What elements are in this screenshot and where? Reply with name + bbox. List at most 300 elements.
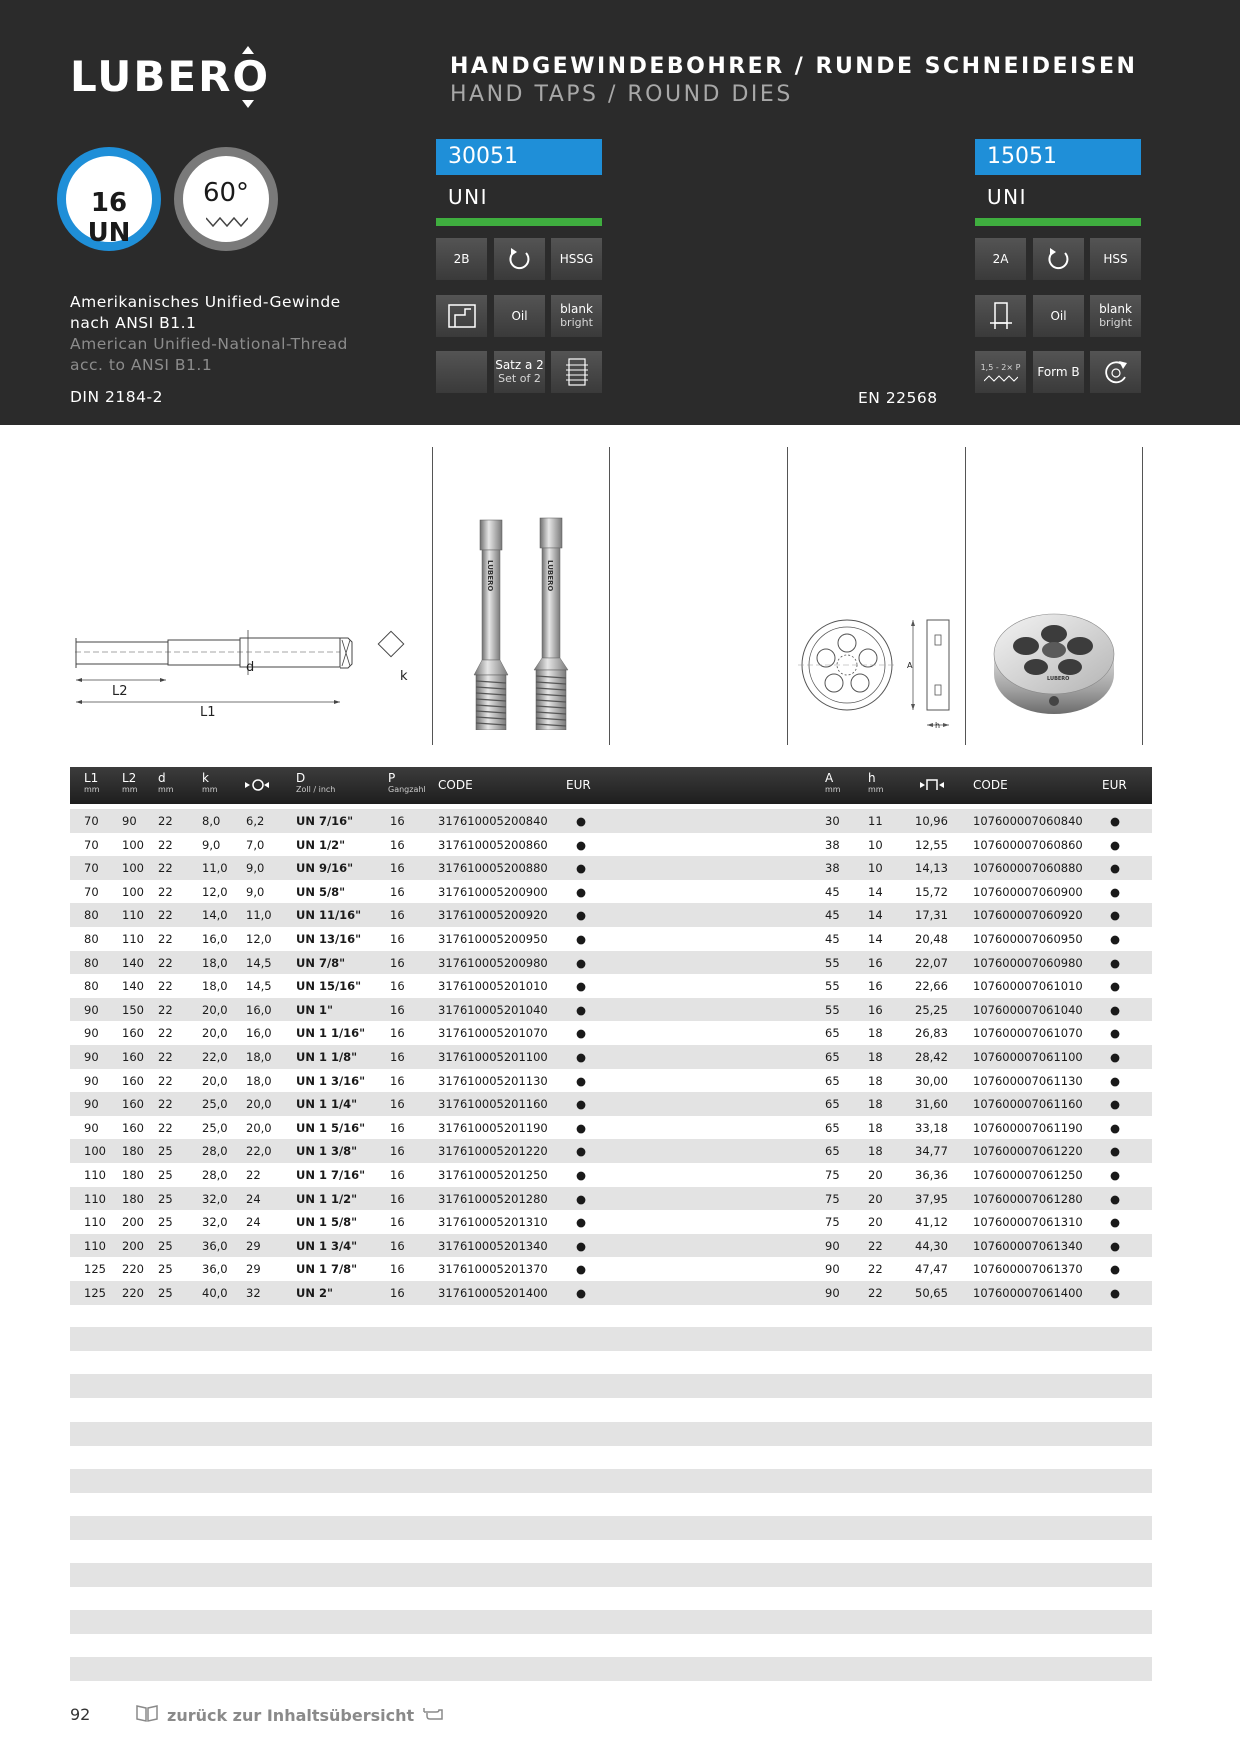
cell-k: 36,0: [202, 1238, 228, 1253]
divider-2: [609, 447, 610, 745]
cell-k: 9,0: [202, 837, 221, 852]
description-de-line2: nach ANSI B1.1: [70, 314, 197, 332]
cell-code-die[interactable]: 107600007060880: [973, 861, 1083, 876]
norm-right: EN 22568: [858, 389, 938, 407]
cell-eur-die: ●: [1110, 908, 1121, 923]
cell-code-die[interactable]: 107600007061190: [973, 1120, 1083, 1135]
tolerance-icon-right: [975, 238, 1026, 280]
cell-a: 65: [825, 1026, 840, 1041]
dim-l1-label: L1: [200, 705, 216, 720]
dim-k-label: k: [400, 669, 408, 684]
cell-code-die[interactable]: 107600007060980: [973, 955, 1083, 970]
material-icon-left: [551, 238, 602, 280]
cell-d: 22: [158, 837, 173, 852]
cell-pitch: 16: [390, 932, 405, 946]
cell-l1: 70: [84, 861, 99, 876]
cell-l2: 180: [122, 1191, 144, 1206]
cell-l2: 160: [122, 1120, 144, 1135]
set-de-label: Satz a 2: [495, 358, 544, 372]
divider-4: [965, 447, 966, 745]
cell-l1: 90: [84, 1026, 99, 1041]
cell-thread: UN 5/8": [296, 884, 346, 899]
cell-code-die[interactable]: 107600007061040: [973, 1002, 1083, 1017]
cell-l2: 100: [122, 861, 144, 876]
cell-sq: 18,0: [246, 1050, 272, 1064]
cell-l2: 90: [122, 814, 137, 828]
cell-code-tap[interactable]: 317610005200920: [438, 908, 548, 923]
cell-slot: 44,30: [915, 1238, 948, 1253]
col-l2: L2 mm: [122, 771, 138, 794]
material-left-label: HSSG: [559, 252, 594, 266]
dim-l2-label: L2: [112, 684, 128, 699]
hand-tap-photo: [470, 515, 585, 734]
header: [0, 0, 1240, 425]
cell-l1: 80: [84, 979, 99, 994]
cell-thread: UN 15/16": [296, 979, 362, 994]
cell-l1: 70: [84, 814, 99, 828]
cell-pitch: 16: [390, 1002, 405, 1017]
cell-h: 22: [868, 1238, 883, 1253]
cell-h: 14: [868, 932, 883, 946]
cell-slot: 25,25: [915, 1002, 948, 1017]
form-icon: [1033, 351, 1084, 393]
table-row: [70, 927, 1152, 951]
cell-h: 22: [868, 1286, 883, 1300]
cell-code-tap[interactable]: 317610005200980: [438, 955, 548, 970]
cell-l1: 125: [84, 1262, 106, 1277]
book-icon: [135, 1703, 159, 1727]
cell-k: 40,0: [202, 1286, 228, 1300]
cell-code-tap[interactable]: 317610005201040: [438, 1002, 548, 1017]
cell-pitch: 16: [390, 1238, 405, 1253]
cell-d: 22: [158, 884, 173, 899]
cell-eur-tap: ●: [576, 1120, 587, 1135]
dim-a-label: A: [907, 661, 913, 670]
cell-l1: 100: [84, 1144, 106, 1159]
cell-l2: 160: [122, 1073, 144, 1088]
col-A: A mm: [825, 771, 841, 794]
tap-set-icon: [551, 351, 602, 393]
cell-thread: UN 9/16": [296, 861, 354, 876]
cell-code-tap[interactable]: 317610005200840: [438, 814, 548, 828]
cell-l2: 180: [122, 1168, 144, 1182]
cell-code-die[interactable]: 107600007061010: [973, 979, 1083, 994]
cell-l1: 90: [84, 1120, 99, 1135]
cell-code-tap[interactable]: 317610005201310: [438, 1215, 548, 1230]
chamfer-icon: [975, 351, 1026, 393]
cell-thread: UN 1": [296, 1002, 333, 1017]
cell-slot: 20,48: [915, 932, 948, 946]
cell-code-die[interactable]: 107600007061160: [973, 1097, 1083, 1112]
cell-eur-die: ●: [1110, 837, 1121, 852]
cell-code-tap[interactable]: 317610005200880: [438, 861, 548, 876]
cell-a: 55: [825, 955, 840, 970]
cell-eur-die: ●: [1110, 1120, 1121, 1135]
cell-eur-die: ●: [1110, 979, 1121, 994]
table-row: [70, 1116, 1152, 1140]
cell-thread: UN 1 3/4": [296, 1238, 358, 1253]
cell-k: 20,0: [202, 1026, 228, 1041]
empty-row: [70, 1469, 1152, 1493]
cell-pitch: 16: [390, 884, 405, 899]
cell-l2: 100: [122, 884, 144, 899]
cell-slot: 22,07: [915, 955, 948, 970]
cell-a: 65: [825, 1097, 840, 1112]
cell-code-die[interactable]: 107600007061340: [973, 1238, 1083, 1253]
cell-code-tap[interactable]: 317610005201130: [438, 1073, 548, 1088]
tap-brand-2: LUBERO: [546, 560, 554, 592]
empty-row: [70, 1610, 1152, 1634]
empty-row: [70, 1327, 1152, 1351]
cell-sq: 22,0: [246, 1144, 272, 1159]
cell-eur-tap: ●: [576, 861, 587, 876]
cell-h: 20: [868, 1215, 883, 1230]
cell-eur-die: ●: [1110, 1238, 1121, 1253]
cell-sq: 24: [246, 1191, 261, 1206]
set-icon-box: [494, 351, 545, 393]
cell-l2: 160: [122, 1050, 144, 1064]
cell-d: 25: [158, 1215, 173, 1230]
cell-eur-die: ●: [1110, 1286, 1121, 1300]
cell-slot: 37,95: [915, 1191, 948, 1206]
cell-h: 18: [868, 1073, 883, 1088]
cell-code-tap[interactable]: 317610005201220: [438, 1144, 548, 1159]
finish-icon-left: [551, 295, 602, 337]
table-row: [70, 998, 1152, 1022]
cell-code-tap[interactable]: 317610005201010: [438, 979, 548, 994]
empty-row: [70, 1563, 1152, 1587]
col-eur-left: EUR: [566, 778, 591, 792]
description-en-line1: American Unified-National-Thread: [70, 335, 348, 353]
cell-sq: 9,0: [246, 884, 265, 899]
table-row: [70, 951, 1152, 975]
cell-code-die[interactable]: 107600007061370: [973, 1262, 1083, 1277]
cell-thread: UN 1 1/8": [296, 1050, 358, 1064]
cell-l2: 110: [122, 932, 144, 946]
cell-code-die[interactable]: 107600007060860: [973, 837, 1083, 852]
thread-badge-label: 16 UN: [87, 188, 131, 248]
table-header: [70, 767, 1152, 804]
cell-d: 22: [158, 861, 173, 876]
cell-thread: UN 1 3/16": [296, 1073, 366, 1088]
cell-l1: 90: [84, 1002, 99, 1017]
cell-sq: 16,0: [246, 1026, 272, 1041]
cell-code-die[interactable]: 107600007061100: [973, 1050, 1083, 1064]
round-die-photo: [992, 612, 1117, 726]
cell-slot: 34,77: [915, 1144, 948, 1159]
empty-row: [70, 1516, 1152, 1540]
page-number: 92: [70, 1705, 91, 1724]
cell-code-tap[interactable]: 317610005201190: [438, 1120, 548, 1135]
coolant-icon-right: [1033, 295, 1084, 337]
cell-k: 22,0: [202, 1050, 228, 1064]
col-h: h mm: [868, 771, 884, 794]
angle-badge-label: 60°: [202, 178, 250, 208]
cell-k: 8,0: [202, 814, 221, 828]
cell-eur-tap: ●: [576, 1002, 587, 1017]
cell-l2: 100: [122, 837, 144, 852]
cell-d: 25: [158, 1238, 173, 1253]
cell-code-tap[interactable]: 317610005200950: [438, 932, 548, 946]
finish-icon-right: [1090, 295, 1141, 337]
table-row: [70, 974, 1152, 998]
finish-right-en: bright: [1099, 316, 1132, 329]
cell-pitch: 16: [390, 1262, 405, 1277]
cell-slot: 33,18: [915, 1120, 948, 1135]
clockwise-rotation-icon: [494, 238, 545, 280]
cell-code-die[interactable]: 107600007061220: [973, 1144, 1083, 1159]
cell-thread: UN 1 1/2": [296, 1191, 358, 1206]
cell-pitch: 16: [390, 814, 405, 828]
table-row: [70, 856, 1152, 880]
cell-k: 11,0: [202, 861, 228, 876]
cell-sq: 22: [246, 1168, 261, 1182]
lubero-logo[interactable]: [70, 52, 270, 112]
cell-d: 22: [158, 979, 173, 994]
cell-sq: 12,0: [246, 932, 272, 946]
cell-eur-tap: ●: [576, 1144, 587, 1159]
cell-code-die[interactable]: 107600007061130: [973, 1073, 1083, 1088]
cell-code-tap[interactable]: 317610005201370: [438, 1262, 548, 1277]
cell-code-die[interactable]: 107600007061280: [973, 1191, 1083, 1206]
cell-l1: 90: [84, 1073, 99, 1088]
coolant-right-label: Oil: [1050, 309, 1067, 323]
cell-pitch: 16: [390, 1026, 405, 1041]
description-de-line1: Amerikanisches Unified-Gewinde: [70, 293, 341, 311]
cell-code-die[interactable]: 107600007061310: [973, 1215, 1083, 1230]
table-row: [70, 1045, 1152, 1069]
cell-d: 25: [158, 1262, 173, 1277]
table-row: [70, 1210, 1152, 1234]
die-slot-icon: [920, 779, 944, 793]
norm-left: DIN 2184-2: [70, 388, 163, 406]
cell-k: 32,0: [202, 1215, 228, 1230]
cell-l1: 125: [84, 1286, 106, 1300]
cell-eur-tap: ●: [576, 814, 587, 828]
cell-k: 18,0: [202, 979, 228, 994]
cell-a: 45: [825, 908, 840, 923]
table-row: [70, 1021, 1152, 1045]
cell-thread: UN 1 1/16": [296, 1026, 366, 1041]
table-row: [70, 1257, 1152, 1281]
cell-d: 22: [158, 1073, 173, 1088]
cell-pitch: 16: [390, 1191, 405, 1206]
cell-eur-tap: ●: [576, 908, 587, 923]
product-code-right[interactable]: 15051: [975, 139, 1141, 175]
cell-slot: 15,72: [915, 884, 948, 899]
coolant-icon-left: [494, 295, 545, 337]
cell-code-tap[interactable]: 317610005201340: [438, 1238, 548, 1253]
cell-eur-tap: ●: [576, 1286, 587, 1300]
cell-slot: 30,00: [915, 1073, 948, 1088]
cell-h: 18: [868, 1144, 883, 1159]
empty-row: [70, 1422, 1152, 1446]
cell-pitch: 16: [390, 955, 405, 970]
table-row: [70, 903, 1152, 927]
cell-code-tap[interactable]: 317610005201400: [438, 1286, 548, 1300]
cell-l2: 200: [122, 1238, 144, 1253]
cell-code-tap[interactable]: 317610005200860: [438, 837, 548, 852]
cell-l1: 70: [84, 884, 99, 899]
cell-h: 16: [868, 979, 883, 994]
cell-a: 38: [825, 837, 840, 852]
cell-eur-die: ●: [1110, 932, 1121, 946]
cell-a: 90: [825, 1262, 840, 1277]
die-brand: LUBERO: [1047, 676, 1070, 682]
cell-code-die[interactable]: 107600007060920: [973, 908, 1083, 923]
cell-thread: UN 1 1/4": [296, 1097, 358, 1112]
cell-eur-die: ●: [1110, 1262, 1121, 1277]
cell-slot: 41,12: [915, 1215, 948, 1230]
cell-code-die[interactable]: 107600007060840: [973, 814, 1083, 828]
cell-d: 22: [158, 1120, 173, 1135]
finish-left-de: blank: [560, 302, 593, 316]
cell-k: 12,0: [202, 884, 228, 899]
cell-d: 22: [158, 1097, 173, 1112]
brand-name: LUBERO: [70, 52, 271, 101]
divider-1: [432, 447, 433, 745]
cell-k: 28,0: [202, 1168, 228, 1182]
cell-eur-die: ●: [1110, 955, 1121, 970]
cell-slot: 12,55: [915, 837, 948, 852]
cell-slot: 22,66: [915, 979, 948, 994]
cell-thread: UN 1 5/8": [296, 1215, 358, 1230]
cell-d: 22: [158, 814, 173, 828]
material-icon-right: [1090, 238, 1141, 280]
cell-l1: 80: [84, 955, 99, 970]
back-link-label: zurück zur Inhaltsübersicht: [167, 1705, 415, 1725]
cell-eur-tap: ●: [576, 1238, 587, 1253]
cell-l1: 80: [84, 932, 99, 946]
thread-badge: [57, 147, 161, 251]
cell-sq: 14,5: [246, 979, 272, 994]
cell-pitch: 16: [390, 908, 405, 923]
product-bar-left: [436, 218, 602, 226]
set-en-label: Set of 2: [498, 372, 541, 385]
cell-eur-tap: ●: [576, 1073, 587, 1088]
cell-thread: UN 7/8": [296, 955, 346, 970]
square-drive-icon: [245, 779, 269, 793]
cell-a: 65: [825, 1050, 840, 1064]
cell-code-tap[interactable]: 317610005201250: [438, 1168, 548, 1182]
cell-l2: 150: [122, 1002, 144, 1017]
cell-sq: 11,0: [246, 908, 272, 923]
cell-l2: 200: [122, 1215, 144, 1230]
col-code-right: CODE: [973, 778, 1008, 792]
cell-sq: 32: [246, 1286, 261, 1300]
cell-a: 90: [825, 1286, 840, 1300]
cell-eur-tap: ●: [576, 979, 587, 994]
cell-l1: 90: [84, 1097, 99, 1112]
cell-eur-tap: ●: [576, 955, 587, 970]
cell-code-die[interactable]: 107600007061400: [973, 1286, 1083, 1300]
cell-a: 38: [825, 861, 840, 876]
cell-h: 20: [868, 1191, 883, 1206]
cell-h: 18: [868, 1097, 883, 1112]
cell-thread: UN 1/2": [296, 837, 346, 852]
title-german: HANDGEWINDEBOHRER / RUNDE SCHNEIDEISEN: [450, 54, 1138, 79]
cell-pitch: 16: [390, 861, 405, 876]
cell-eur-tap: ●: [576, 837, 587, 852]
cell-code-die[interactable]: 107600007061070: [973, 1026, 1083, 1041]
cell-l1: 90: [84, 1050, 99, 1064]
tolerance-right-label: 2A: [992, 252, 1009, 266]
cell-h: 18: [868, 1120, 883, 1135]
divider-5: [1142, 447, 1143, 745]
divider-3: [787, 447, 788, 745]
col-eur-right: EUR: [1102, 778, 1127, 792]
cell-sq: 20,0: [246, 1097, 272, 1112]
cell-pitch: 16: [390, 1073, 405, 1088]
cell-code-die[interactable]: 107600007061250: [973, 1168, 1083, 1182]
pointing-hand-icon: [422, 1704, 444, 1726]
cell-l1: 110: [84, 1215, 106, 1230]
cell-pitch: 16: [390, 1144, 405, 1159]
logo-mark-top: [242, 46, 254, 54]
cell-code-tap[interactable]: 317610005200900: [438, 884, 548, 899]
material-right-label: HSS: [1103, 252, 1128, 266]
cell-k: 36,0: [202, 1262, 228, 1277]
empty-row: [70, 1374, 1152, 1398]
product-code-left[interactable]: 30051: [436, 139, 602, 175]
cell-eur-die: ●: [1110, 1168, 1121, 1182]
cell-l1: 110: [84, 1238, 106, 1253]
cell-slot: 10,96: [915, 814, 948, 828]
cell-pitch: 16: [390, 1050, 405, 1064]
product-type-left: UNI: [448, 185, 488, 209]
back-to-contents-link[interactable]: [135, 1703, 444, 1727]
cell-k: 25,0: [202, 1097, 228, 1112]
table-row: [70, 809, 1152, 833]
cell-code-die[interactable]: 107600007060900: [973, 884, 1083, 899]
cell-thread: UN 1 7/16": [296, 1168, 366, 1182]
cell-eur-tap: ●: [576, 1215, 587, 1230]
table-row: [70, 1187, 1152, 1211]
cell-d: 22: [158, 932, 173, 946]
cell-thread: UN 1 7/8": [296, 1262, 358, 1277]
cell-eur-tap: ●: [576, 1168, 587, 1182]
finish-right-de: blank: [1099, 302, 1132, 316]
cell-eur-die: ●: [1110, 1144, 1121, 1159]
table-row: [70, 833, 1152, 857]
cell-eur-die: ●: [1110, 1097, 1121, 1112]
title-english: HAND TAPS / ROUND DIES: [450, 82, 793, 107]
cell-l1: 110: [84, 1191, 106, 1206]
col-D: D Zoll / inch: [296, 771, 336, 794]
cell-sq: 9,0: [246, 861, 265, 876]
cell-d: 22: [158, 1050, 173, 1064]
cell-code-tap[interactable]: 317610005201070: [438, 1026, 548, 1041]
tolerance-left-label: 2B: [453, 252, 470, 266]
cell-eur-die: ●: [1110, 884, 1121, 899]
cell-code-tap[interactable]: 317610005201160: [438, 1097, 548, 1112]
cell-slot: 31,60: [915, 1097, 948, 1112]
thread-profile-icon: [206, 216, 248, 228]
cell-l2: 160: [122, 1097, 144, 1112]
cell-l2: 140: [122, 955, 144, 970]
cell-k: 25,0: [202, 1120, 228, 1135]
cell-code-die[interactable]: 107600007060950: [973, 932, 1083, 946]
cell-d: 25: [158, 1286, 173, 1300]
blank-icon-box: [436, 351, 487, 393]
dim-h-label: h: [935, 721, 941, 730]
cell-d: 22: [158, 955, 173, 970]
cell-code-tap[interactable]: 317610005201100: [438, 1050, 548, 1064]
cell-l2: 140: [122, 979, 144, 994]
table-row: [70, 880, 1152, 904]
cell-eur-die: ●: [1110, 1073, 1121, 1088]
cell-code-tap[interactable]: 317610005201280: [438, 1191, 548, 1206]
